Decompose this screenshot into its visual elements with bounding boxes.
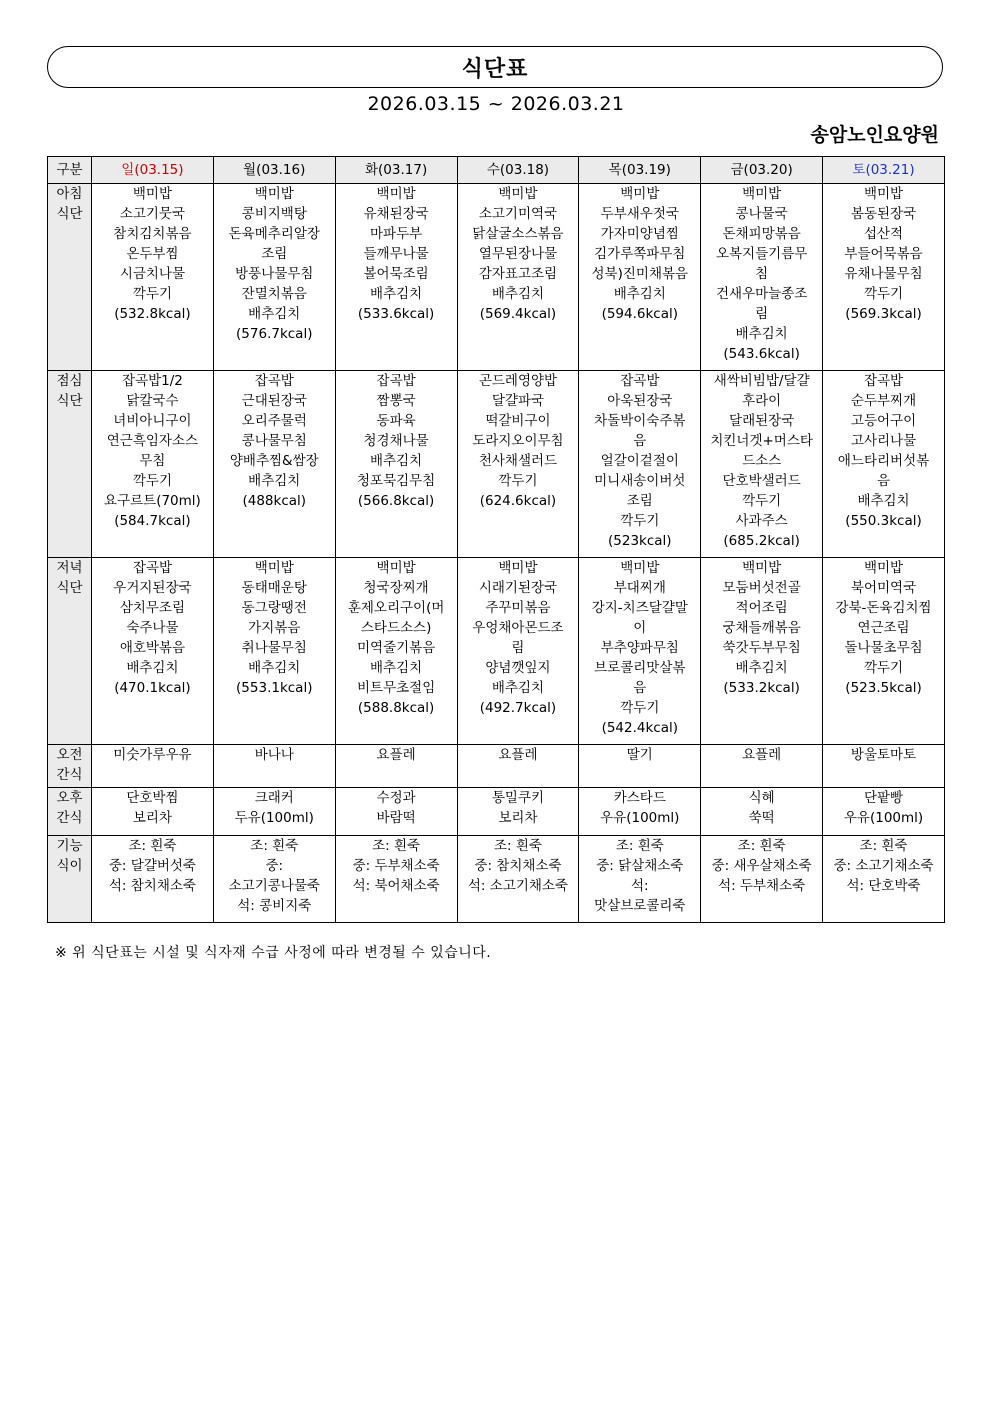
menu-item: 배추김치 xyxy=(857,493,910,509)
menu-item: 백미밥 xyxy=(620,560,660,576)
menu-item: 조: 흰죽 xyxy=(737,838,786,854)
menu-item: 조: 흰죽 xyxy=(372,838,421,854)
menu-item: 김가루쪽파무침 xyxy=(594,246,686,262)
functional-diet-cell-day-3 xyxy=(457,836,579,923)
menu-item: 애호박볶음 xyxy=(119,640,186,656)
pm-snack-cell-day-0 xyxy=(92,788,214,836)
menu-item: 배추김치 xyxy=(491,680,545,696)
menu-item: (588.8kcal) xyxy=(357,700,435,716)
pm-snack-cell-day-6 xyxy=(823,788,945,836)
menu-item: 깍두기 xyxy=(498,473,538,489)
menu-item: 크래커 xyxy=(254,790,294,806)
menu-item: 쑥갓두부무침 xyxy=(722,640,801,656)
footnote: ※ 위 식단표는 시설 및 식자재 수급 사정에 따라 변경될 수 있습니다. xyxy=(55,945,492,961)
menu-item: 잡곡밥1/2 xyxy=(121,373,183,389)
menu-item: 이 xyxy=(633,620,647,636)
menu-item: 양배추찜&쌈장 xyxy=(229,453,319,469)
menu-item: 중: 새우살채소죽 xyxy=(711,858,812,874)
menu-item: (533.6kcal) xyxy=(357,306,435,322)
menu-item: 우엉채아몬드조 xyxy=(472,620,564,636)
menu-item: (569.3kcal) xyxy=(845,306,922,322)
menu-item: 배추김치 xyxy=(248,473,301,489)
menu-item: 삼치무조림 xyxy=(119,600,186,616)
menu-item: 조: 흰죽 xyxy=(128,838,177,854)
menu-item: 아욱된장국 xyxy=(607,393,673,409)
breakfast-cell-day-5 xyxy=(701,184,823,371)
functional-diet-cell-day-1 xyxy=(213,836,335,923)
menu-item: 배추김치 xyxy=(370,660,423,676)
menu-item: 잡곡밥 xyxy=(863,373,904,389)
header-day-fri: 금(03.20) xyxy=(701,157,823,184)
menu-item: 청국장찌개 xyxy=(363,580,429,596)
menu-item: 백미밥 xyxy=(498,186,538,202)
menu-item: 백미밥 xyxy=(254,186,294,202)
menu-item: 조: 흰죽 xyxy=(250,838,299,854)
menu-item: 석: 북어채소죽 xyxy=(352,878,440,894)
menu-item: (523kcal) xyxy=(608,533,672,549)
menu-item: 마파두부 xyxy=(370,226,423,242)
breakfast-cell-day-6 xyxy=(823,184,945,371)
menu-item: 닭살굴소스볶음 xyxy=(472,226,564,242)
menu-item: 중: 두부채소죽 xyxy=(352,858,440,874)
menu-item: (533.2kcal) xyxy=(723,680,800,696)
header-day-thu: 목(03.19) xyxy=(579,157,701,184)
menu-item: 브로콜리맛살볶 xyxy=(594,660,686,676)
menu-item: 배추김치 xyxy=(248,306,301,322)
dinner-cell-day-5 xyxy=(701,558,823,745)
menu-item: 림 xyxy=(755,306,769,322)
menu-item: 들깨무나물 xyxy=(363,246,429,262)
menu-item: 고등어구이 xyxy=(850,413,917,429)
menu-item: 오복지들기름무 xyxy=(715,246,808,262)
lunch-cell-day-6 xyxy=(823,371,945,558)
menu-item: 요구르트(70ml) xyxy=(104,493,201,509)
header-day-wed: 수(03.18) xyxy=(457,157,579,184)
functional-diet-cell-day-4 xyxy=(579,836,701,923)
header-row xyxy=(48,157,945,184)
menu-item: 소고기콩나물죽 xyxy=(228,878,320,894)
menu-item: 중: 달걀버섯죽 xyxy=(108,858,196,874)
menu-item: 동태매운탕 xyxy=(241,580,307,596)
menu-item: 배추김치 xyxy=(370,286,423,302)
row-label-line: 기능 xyxy=(56,838,83,854)
menu-item: 시금치나물 xyxy=(119,266,186,282)
menu-item: 무침 xyxy=(139,453,166,469)
menu-item: 중: 닭살채소죽 xyxy=(596,858,684,874)
menu-item: 조: 흰죽 xyxy=(493,838,542,854)
dinner-cell-day-4 xyxy=(579,558,701,745)
menu-item: 배추김치 xyxy=(248,660,301,676)
functional-diet-cell-day-5 xyxy=(701,836,823,923)
menu-item: 고사리나물 xyxy=(850,433,917,449)
menu-item: (566.8kcal) xyxy=(357,493,435,509)
menu-item: 짬뽕국 xyxy=(376,393,416,409)
dinner-row-label xyxy=(48,558,92,745)
menu-item: (470.1kcal) xyxy=(114,680,191,696)
menu-item: 소고기뭇국 xyxy=(119,206,186,222)
menu-item: 강북-돈육김치찜 xyxy=(835,600,932,616)
menu-item: 조림 xyxy=(261,246,288,262)
menu-item: 곤드레영양밥 xyxy=(478,373,558,389)
lunch-cell-day-5 xyxy=(701,371,823,558)
menu-item: (576.7kcal) xyxy=(236,326,313,342)
menu-item: 우유(100ml) xyxy=(600,810,680,826)
dinner-row xyxy=(48,558,945,745)
menu-item: 백미밥 xyxy=(254,560,294,576)
date-range: 2026.03.15 ~ 2026.03.21 xyxy=(367,93,625,115)
menu-item: 미니새송이버섯 xyxy=(594,473,686,489)
pm-snack-cell-day-2 xyxy=(335,788,457,836)
menu-item: 방풍나물무침 xyxy=(235,266,314,282)
row-label-line: 식이 xyxy=(56,858,83,874)
menu-item: 오리주물럭 xyxy=(241,413,307,429)
menu-item: 후라이 xyxy=(742,393,782,409)
am-snack-row xyxy=(48,745,945,788)
menu-item: 천사채샐러드 xyxy=(478,453,558,469)
breakfast-cell-day-0 xyxy=(92,184,214,371)
menu-item: 바나나 xyxy=(254,747,294,763)
menu-item: 딸기 xyxy=(626,747,653,763)
menu-item: 청포묵김무침 xyxy=(356,473,436,489)
menu-item: 봄동된장국 xyxy=(850,206,917,222)
menu-item: 유채나물무침 xyxy=(844,266,923,282)
menu-item: 배추김치 xyxy=(370,453,423,469)
page-title: 식단표 xyxy=(461,56,529,82)
am-snack-cell-day-6 xyxy=(823,745,945,788)
menu-item: 석: 두부채소죽 xyxy=(718,878,806,894)
pm-snack-cell-day-3 xyxy=(457,788,579,836)
lunch-cell-day-0 xyxy=(92,371,214,558)
lunch-cell-day-3 xyxy=(457,371,579,558)
menu-item: 석: 콩비지죽 xyxy=(237,898,312,914)
pm-snack-row-label xyxy=(48,788,92,836)
lunch-cell-day-2 xyxy=(335,371,457,558)
menu-item: 배추김치 xyxy=(735,660,788,676)
menu-item: 우거지된장국 xyxy=(113,580,192,596)
menu-item: 근대된장국 xyxy=(241,393,307,409)
pm-snack-cell-day-4 xyxy=(579,788,701,836)
row-label-line: 간식 xyxy=(56,810,83,826)
pm-snack-cell-day-5 xyxy=(701,788,823,836)
menu-item: 잡곡밥 xyxy=(376,373,416,389)
menu-item: 통밀쿠키 xyxy=(491,790,545,806)
menu-item: (569.4kcal) xyxy=(479,306,557,322)
menu-item: 동그랑땡전 xyxy=(241,600,307,616)
row-label-line: 아침 xyxy=(56,186,83,202)
menu-item: (532.8kcal) xyxy=(114,306,191,322)
row-label-line: 식단 xyxy=(56,580,83,596)
lunch-cell-day-4 xyxy=(579,371,701,558)
row-label-line: 간식 xyxy=(56,767,83,783)
menu-item: 미역줄기볶음 xyxy=(356,640,436,656)
menu-item: 유채된장국 xyxy=(363,206,429,222)
menu-item: 섭산적 xyxy=(863,226,904,242)
menu-item: 동파육 xyxy=(376,413,416,429)
menu-item: 석: xyxy=(631,878,649,894)
am-snack-cell-day-3 xyxy=(457,745,579,788)
menu-item: (523.5kcal) xyxy=(845,680,922,696)
menu-item: 양념깻잎지 xyxy=(485,660,551,676)
menu-item: 방울토마토 xyxy=(850,747,917,763)
am-snack-cell-day-0 xyxy=(92,745,214,788)
menu-item: 참치김치볶음 xyxy=(113,226,192,242)
menu-item: 온두부찜 xyxy=(126,246,179,262)
menu-item: 소고기미역국 xyxy=(478,206,558,222)
menu-item: (584.7kcal) xyxy=(114,513,191,529)
menu-item: 새싹비빔밥/달걀 xyxy=(713,373,810,389)
page-title-box xyxy=(47,46,943,88)
dinner-cell-day-2 xyxy=(335,558,457,745)
menu-item: 조: 흰죽 xyxy=(859,838,908,854)
menu-item: 배추김치 xyxy=(613,286,666,302)
menu-item: 두부새우젓국 xyxy=(600,206,679,222)
lunch-cell-day-1 xyxy=(213,371,335,558)
menu-item: 깍두기 xyxy=(620,513,660,529)
menu-item: 백미밥 xyxy=(863,186,904,202)
menu-item: 감자표고조림 xyxy=(478,266,558,282)
menu-item: (553.1kcal) xyxy=(236,680,313,696)
header-day-sun: 일(03.15) xyxy=(92,157,214,184)
am-snack-cell-day-4 xyxy=(579,745,701,788)
header-day-mon: 월(03.16) xyxy=(213,157,335,184)
facility-name: 송암노인요양원 xyxy=(810,124,939,146)
menu-item: 부들어묵볶음 xyxy=(844,246,923,262)
menu-item: 백미밥 xyxy=(620,186,660,202)
breakfast-row xyxy=(48,184,945,371)
pm-snack-row xyxy=(48,788,945,836)
menu-item: 스타드소스) xyxy=(360,620,432,636)
menu-item: 비트무초절임 xyxy=(356,680,436,696)
menu-item: 볼어묵조림 xyxy=(363,266,429,282)
breakfast-cell-day-4 xyxy=(579,184,701,371)
menu-item: 우유(100ml) xyxy=(843,810,924,826)
menu-item: 수정과 xyxy=(376,790,416,806)
dinner-cell-day-6 xyxy=(823,558,945,745)
menu-item: 중: 소고기채소죽 xyxy=(833,858,934,874)
menu-item: (594.6kcal) xyxy=(601,306,679,322)
menu-item: 단호박찜 xyxy=(126,790,179,806)
menu-item: 열무된장나물 xyxy=(478,246,558,262)
menu-item: 잡곡밥 xyxy=(254,373,294,389)
menu-item: 잔멸치볶음 xyxy=(241,286,307,302)
lunch-row-label xyxy=(48,371,92,558)
menu-item: 녀비아니구이 xyxy=(113,413,192,429)
menu-item: 침 xyxy=(755,266,769,282)
menu-item: 애느타리버섯볶 xyxy=(837,453,930,469)
menu-item: 부대찌개 xyxy=(613,580,666,596)
menu-item: 드소스 xyxy=(742,453,782,469)
menu-item: 사과주스 xyxy=(735,513,788,529)
menu-item: 떡갈비구이 xyxy=(485,413,551,429)
row-label-line: 식단 xyxy=(56,206,83,222)
breakfast-row-label xyxy=(48,184,92,371)
menu-item: 돌나물초무침 xyxy=(844,640,923,656)
header-corner: 구분 xyxy=(48,157,92,184)
pm-snack-cell-day-1 xyxy=(213,788,335,836)
menu-item: (685.2kcal) xyxy=(723,533,800,549)
menu-item: 깍두기 xyxy=(742,493,782,509)
breakfast-cell-day-2 xyxy=(335,184,457,371)
menu-item: 석: 참치채소죽 xyxy=(108,878,196,894)
menu-item: 달걀파국 xyxy=(491,393,545,409)
menu-item: 요플레 xyxy=(742,747,782,763)
menu-item: 연근조림 xyxy=(857,620,910,636)
menu-item: 콩비지백탕 xyxy=(241,206,307,222)
functional-diet-cell-day-2 xyxy=(335,836,457,923)
menu-item: 깍두기 xyxy=(620,700,660,716)
menu-item: (543.6kcal) xyxy=(723,346,800,362)
menu-item: 연근흑임자소스 xyxy=(106,433,199,449)
menu-item: 중: xyxy=(265,858,284,874)
menu-item: (550.3kcal) xyxy=(845,513,922,529)
menu-item: 성북)진미채볶음 xyxy=(591,266,689,282)
menu-item: 얼갈이겉절이 xyxy=(600,453,679,469)
dinner-cell-day-0 xyxy=(92,558,214,745)
menu-item: 보리차 xyxy=(132,810,172,826)
menu-item: 주꾸미볶음 xyxy=(485,600,551,616)
menu-item: 백미밥 xyxy=(742,186,782,202)
menu-item: 콩나물국 xyxy=(735,206,788,222)
menu-item: (624.6kcal) xyxy=(479,493,557,509)
menu-item: 백미밥 xyxy=(742,560,782,576)
menu-item: 도라지오이무침 xyxy=(472,433,564,449)
menu-item: 깍두기 xyxy=(132,286,172,302)
menu-item: 단호박샐러드 xyxy=(722,473,801,489)
menu-item: 취나물무침 xyxy=(241,640,307,656)
menu-item: 적어조림 xyxy=(735,600,788,616)
menu-item: 차돌박이숙주볶 xyxy=(594,413,686,429)
functional-diet-row xyxy=(48,836,945,923)
menu-item: 배추김치 xyxy=(126,660,179,676)
menu-item: 돈채피망볶음 xyxy=(722,226,801,242)
dinner-cell-day-3 xyxy=(457,558,579,745)
menu-item: 식혜 xyxy=(748,790,775,806)
menu-item: 배추김치 xyxy=(735,326,788,342)
menu-item: 음 xyxy=(633,433,647,449)
menu-item: 음 xyxy=(877,473,891,489)
menu-item: 백미밥 xyxy=(498,560,538,576)
menu-item: (542.4kcal) xyxy=(601,720,679,736)
menu-item: 건새우마늘종조 xyxy=(715,286,808,302)
functional-diet-cell-day-0 xyxy=(92,836,214,923)
breakfast-cell-day-3 xyxy=(457,184,579,371)
row-label-line: 식단 xyxy=(56,393,83,409)
menu-item: 깍두기 xyxy=(863,660,904,676)
menu-item: 림 xyxy=(511,640,525,656)
menu-item: 백미밥 xyxy=(376,560,416,576)
menu-item: 보리차 xyxy=(498,810,538,826)
row-label-line: 오전 xyxy=(56,747,83,763)
menu-item: 중: 참치채소죽 xyxy=(474,858,562,874)
menu-item: 조: 흰죽 xyxy=(615,838,664,854)
menu-item: 배추김치 xyxy=(491,286,545,302)
menu-item: 콩나물무침 xyxy=(241,433,307,449)
menu-item: (492.7kcal) xyxy=(479,700,557,716)
menu-item: 부추양파무침 xyxy=(600,640,679,656)
menu-item: 치킨너겟+머스타 xyxy=(710,433,813,449)
menu-item: 닭칼국수 xyxy=(126,393,179,409)
am-snack-cell-day-5 xyxy=(701,745,823,788)
functional-diet-row-label xyxy=(48,836,92,923)
menu-item: 잡곡밥 xyxy=(132,560,172,576)
row-label-line: 저녁 xyxy=(56,560,83,576)
menu-item: 북어미역국 xyxy=(850,580,917,596)
menu-item: 순두부찌개 xyxy=(850,393,917,409)
menu-item: 쑥떡 xyxy=(748,810,775,826)
menu-item: 궁채들깨볶음 xyxy=(722,620,801,636)
menu-item: 숙주나물 xyxy=(126,620,179,636)
menu-item: 백미밥 xyxy=(376,186,416,202)
row-label-line: 점심 xyxy=(56,373,83,389)
menu-item: 바람떡 xyxy=(376,810,416,826)
breakfast-cell-day-1 xyxy=(213,184,335,371)
menu-item: 강지-치즈달걀말 xyxy=(591,600,688,616)
am-snack-cell-day-2 xyxy=(335,745,457,788)
menu-item: 석: 소고기채소죽 xyxy=(467,878,569,894)
menu-item: 두유(100ml) xyxy=(234,810,314,826)
menu-item: 청경채나물 xyxy=(363,433,429,449)
menu-item: 잡곡밥 xyxy=(620,373,660,389)
meal-plan-table xyxy=(47,156,945,923)
menu-item: 음 xyxy=(633,680,647,696)
menu-item: 백미밥 xyxy=(132,186,172,202)
header-day-sat: 토(03.21) xyxy=(823,157,945,184)
menu-item: 요플레 xyxy=(498,747,538,763)
menu-item: 백미밥 xyxy=(863,560,904,576)
lunch-row xyxy=(48,371,945,558)
am-snack-row-label xyxy=(48,745,92,788)
menu-item: 깍두기 xyxy=(132,473,172,489)
menu-item: 단팥빵 xyxy=(863,790,904,806)
menu-item: 깍두기 xyxy=(863,286,904,302)
menu-item: 달래된장국 xyxy=(729,413,795,429)
menu-item: 돈육메추리알장 xyxy=(228,226,320,242)
dinner-cell-day-1 xyxy=(213,558,335,745)
menu-item: 조림 xyxy=(626,493,653,509)
am-snack-cell-day-1 xyxy=(213,745,335,788)
row-label-line: 오후 xyxy=(56,790,83,806)
menu-item: 석: 단호박죽 xyxy=(846,878,921,894)
menu-item: 맛살브로콜리죽 xyxy=(594,898,686,914)
menu-item: 시래기된장국 xyxy=(478,580,558,596)
menu-item: 미숫가루우유 xyxy=(113,747,192,763)
menu-item: 모둠버섯전골 xyxy=(722,580,801,596)
menu-item: 요플레 xyxy=(376,747,416,763)
header-day-tue: 화(03.17) xyxy=(335,157,457,184)
menu-item: (488kcal) xyxy=(242,493,307,509)
functional-diet-cell-day-6 xyxy=(823,836,945,923)
menu-item: 가지볶음 xyxy=(248,620,301,636)
menu-item: 훈제오리구이(머 xyxy=(347,600,445,616)
menu-item: 가자미양념찜 xyxy=(600,226,679,242)
menu-item: 카스타드 xyxy=(613,790,666,806)
